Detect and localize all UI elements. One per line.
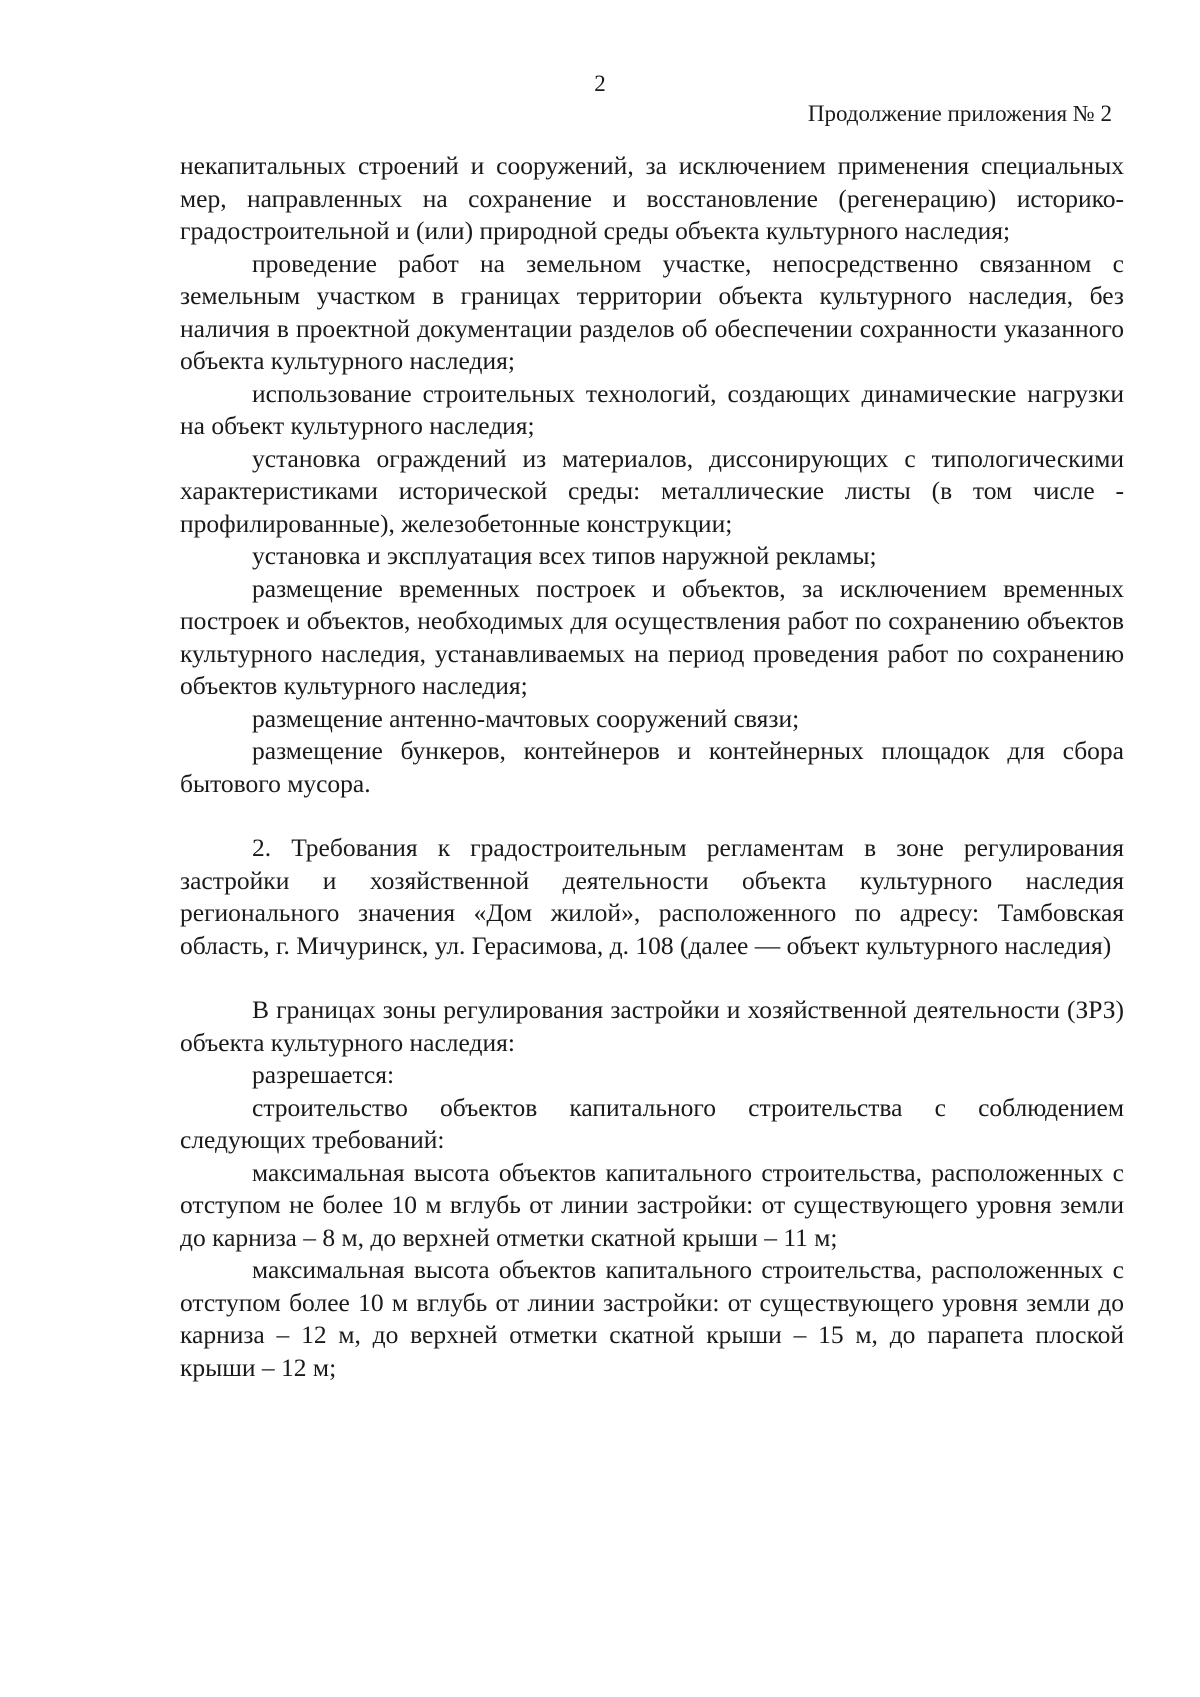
paragraph-12: строительство объектов капитального строительства с соблюдением следующих требований: [180,1092,1124,1154]
paragraph-11: разрешается: [252,1060,395,1089]
paragraph-3: использование строительных технологий, создающих динамические нагрузки на объект культурного наследия; [180,378,1124,440]
paragraph-1: некапитальных строений и сооружений, за исключением применения специальных мер, направленных на сохранение и восстановление (регенерацию) историко-градостроительной и (или) природной среды объекта культурного наследия; [180,151,1124,245]
paragraph-4: установка ограждений из материалов, диссонирующих с типологическими характеристиками исторической среды: металлические листы (в том числе - профилированные), железобетонные конструкции; [180,443,1124,538]
paragraph-8: размещение бункеров, контейнеров и контейнерных площадок для сбора бытового мусора. [180,736,1124,798]
document-body [180,150,1124,1384]
section-2-heading: 2. Требования к градостроительным регламентам в зоне регулирования застройки и хозяйственной деятельности объекта культурного наследия регионального значения «Дом жилой», расположенного по адресу: Тамбовская область, г. Мичуринск, ул. Герасимова, д. 108 (далее — объект культурного наследия) [180,833,1124,960]
paragraph-13: максимальная высота объектов капитального строительства, расположенных с отступом не более 10 м вглубь от линии застройки: от существующего уровня земли до карниза – 8 м, до верхней отметки скатной крыши – 11 м; [180,1157,1124,1252]
paragraph-5: установка и эксплуатация всех типов наружной рекламы; [252,541,877,570]
page-number: 2 [594,71,606,96]
page-header: Продолжение приложения № 2 [807,101,1112,126]
paragraph-10: В границах зоны регулирования застройки и хозяйственной деятельности (ЗРЗ) объекта культурного наследия: [180,995,1124,1057]
paragraph-7: размещение антенно-мачтовых сооружений связи; [252,703,800,733]
paragraph-14: максимальная высота объектов капитального строительства, расположенных с отступом более 10 м вглубь от линии застройки: от существующего уровня земли до карниза – 12 м, до верхней отметки скатной крыши – 15 м, до парапета плоской крыши – 12 м; [180,1255,1124,1382]
paragraph-6: размещение временных построек и объектов, за исключением временных построек и объектов, необходимых для осуществления работ по сохранению объектов культурного наследия, устанавливаемых на период проведения работ по сохранению объектов культурного наследия; [180,573,1124,700]
paragraph-2: проведение работ на земельном участке, непосредственно связанном с земельным участком в границах территории объекта культурного наследия, без наличия в проектной документации разделов об обеспечении сохранности указанного объекта культурного наследия; [180,248,1124,375]
